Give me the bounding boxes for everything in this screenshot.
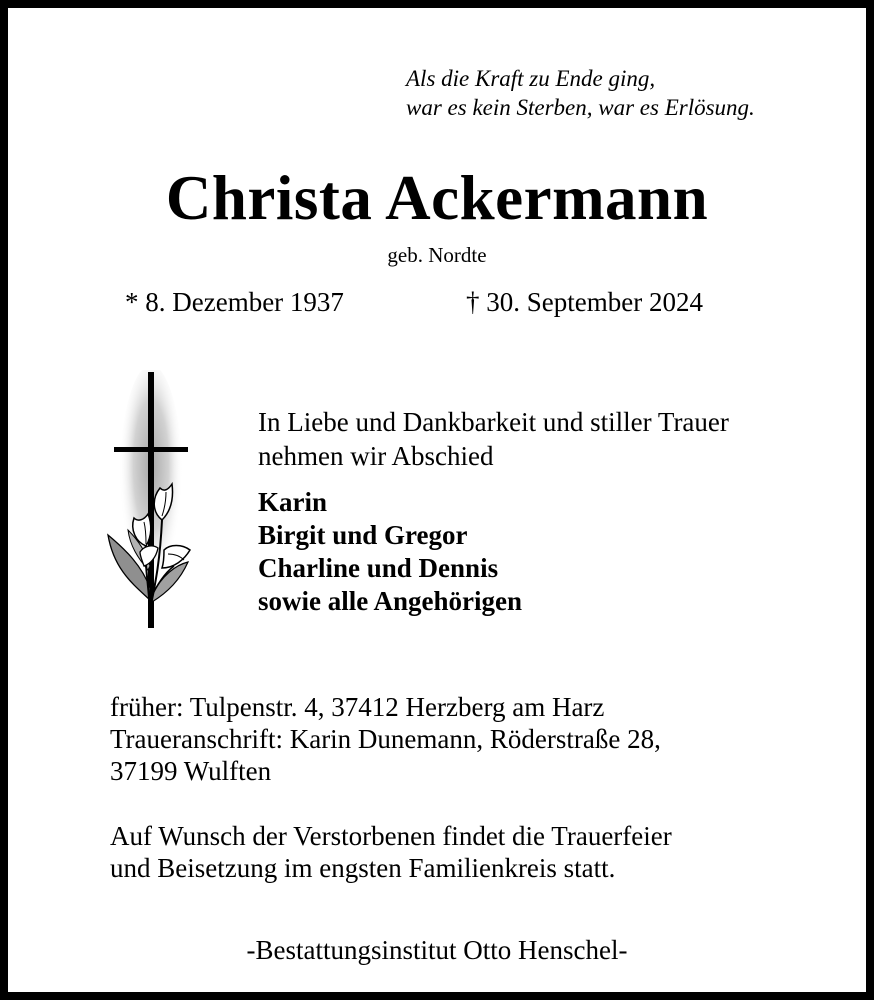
mourner-name: sowie alle Angehörigen	[258, 586, 522, 616]
motto-line-2: war es kein Sterben, war es Erlösung.	[406, 95, 755, 120]
deceased-name: Christa Ackermann	[165, 163, 709, 233]
death-date: † 30. September 2024	[466, 287, 703, 317]
motto-line-1: Als die Kraft zu Ende ging,	[406, 66, 656, 91]
mourner-name: Charline und Dennis	[258, 553, 499, 583]
address-block	[110, 691, 661, 787]
intro-line-2: nehmen wir Abschied	[258, 441, 494, 471]
maiden-name: geb. Nordte	[387, 243, 487, 267]
notice-line-2: und Beisetzung im engsten Familienkreis statt.	[110, 853, 616, 883]
birth-date: * 8. Dezember 1937	[125, 287, 344, 317]
mourning-address: Traueranschrift: Karin Dunemann, Röderstraße 28,	[110, 724, 661, 754]
motto-verse	[406, 64, 755, 122]
mourner-name: Karin	[258, 487, 328, 517]
notice-line-1: Auf Wunsch der Verstorbenen findet die Trauerfeier	[110, 821, 672, 851]
funeral-notice	[110, 820, 672, 884]
undertaker-name: -Bestattungsinstitut Otto Henschel-	[246, 935, 628, 965]
mourners-list	[258, 486, 522, 618]
intro-line-1: In Liebe und Dankbarkeit und stiller Trauer	[258, 407, 729, 437]
mourning-address-city: 37199 Wulften	[110, 756, 272, 786]
former-address: früher: Tulpenstr. 4, 37412 Herzberg am Harz	[110, 692, 605, 722]
mourner-name: Birgit und Gregor	[258, 520, 468, 550]
farewell-intro	[258, 405, 729, 473]
cross-with-calla-lilies-icon	[104, 370, 196, 632]
